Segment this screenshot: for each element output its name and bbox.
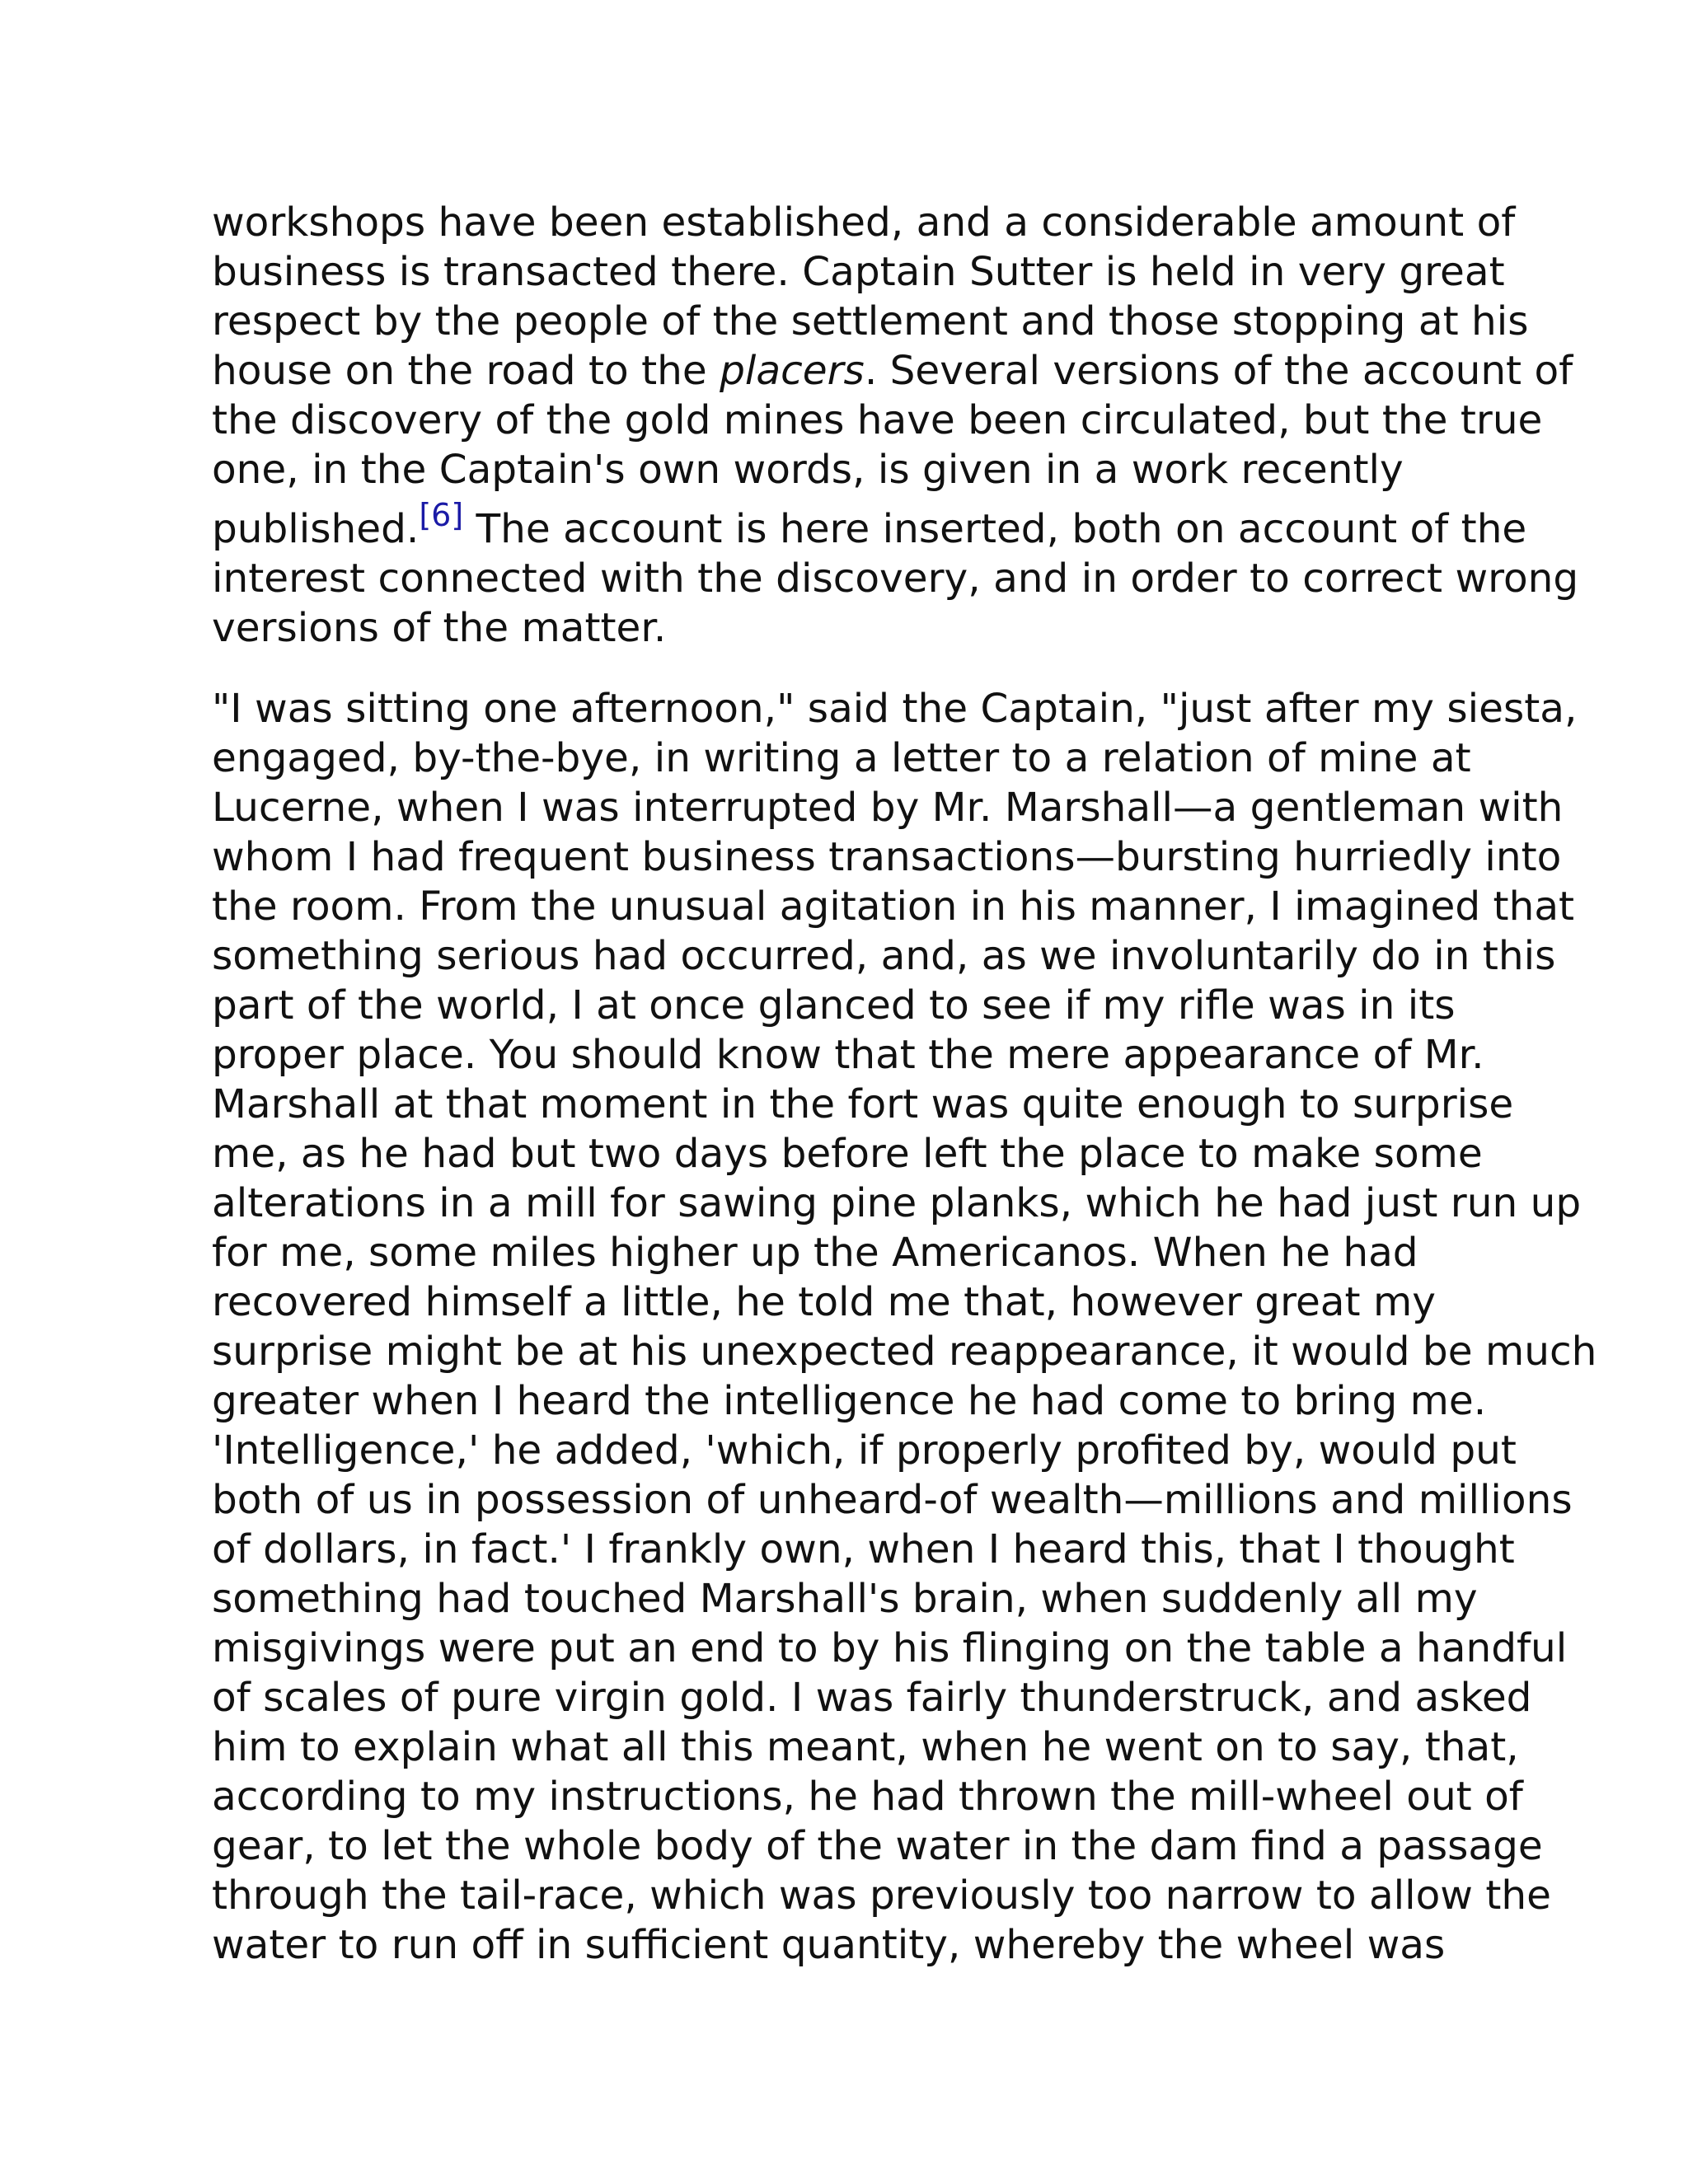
paragraph <box>212 198 1579 653</box>
text-line: proper place. You should know that the mere appearance of Mr. <box>212 1032 1484 1078</box>
text-line: both of us in possession of unheard-of wealth—millions and millions <box>212 1477 1573 1523</box>
text-line: respect by the people of the settlement and those stopping at his <box>212 298 1529 344</box>
paragraph <box>212 684 1597 1970</box>
text-line: of dollars, in fact.' I frankly own, when I heard this, that I thought <box>212 1526 1515 1572</box>
text-span: house on the road to the <box>212 348 720 394</box>
text-span: published. <box>212 506 420 552</box>
text-line: water to run off in sufficient quantity, whereby the wheel was <box>212 1922 1446 1968</box>
text-line: one, in the Captain's own words, is given in a work recently <box>212 447 1404 493</box>
text-line: something had touched Marshall's brain, when suddenly all my <box>212 1576 1478 1622</box>
text-span: . Several versions of the account of <box>864 348 1573 394</box>
text-line: business is transacted there. Captain Sutter is held in very great <box>212 249 1505 295</box>
text-line: part of the world, I at once glanced to see if my rifle was in its <box>212 982 1456 1029</box>
emphasis-placers: placers <box>720 348 865 394</box>
text-line: versions of the matter. <box>212 605 667 651</box>
text-line: interest connected with the discovery, and in order to correct wrong <box>212 555 1579 602</box>
text-line: surprise might be at his unexpected reappearance, it would be much <box>212 1329 1597 1375</box>
text-line: of scales of pure virgin gold. I was fairly thunderstruck, and asked <box>212 1675 1532 1721</box>
text-line: through the tail-race, which was previously too narrow to allow the <box>212 1872 1551 1919</box>
text-line: Marshall at that moment in the fort was quite enough to surprise <box>212 1081 1514 1127</box>
text-line: "I was sitting one afternoon," said the Captain, "just after my siesta, <box>212 686 1578 732</box>
text-line <box>212 494 1527 554</box>
text-line: something serious had occurred, and, as we involuntarily do in this <box>212 933 1556 979</box>
paragraph-gap <box>212 653 1481 684</box>
body-text <box>212 198 1597 1970</box>
text-line: alterations in a mill for sawing pine planks, which he had just run up <box>212 1180 1582 1226</box>
text-line: workshops have been established, and a considerable amount of <box>212 199 1516 246</box>
text-line: the room. From the unusual agitation in his manner, I imagined that <box>212 883 1575 930</box>
text-line: misgivings were put an end to by his flinging on the table a handful <box>212 1625 1568 1671</box>
text-line: gear, to let the whole body of the water in the dam find a passage <box>212 1823 1543 1869</box>
text-line: for me, some miles higher up the Americanos. When he had <box>212 1230 1418 1276</box>
text-line: recovered himself a little, he told me that, however great my <box>212 1279 1436 1325</box>
text-line: according to my instructions, he had thrown the mill-wheel out of <box>212 1774 1523 1820</box>
text-line: the discovery of the gold mines have been circulated, but the true <box>212 397 1543 443</box>
text-line: Lucerne, when I was interrupted by Mr. Marshall—a gentleman with <box>212 785 1564 831</box>
footnote-link[interactable]: [6] <box>419 497 464 533</box>
text-line: him to explain what all this meant, when he went on to say, that, <box>212 1724 1519 1770</box>
text-line: greater when I heard the intelligence he had come to bring me. <box>212 1378 1487 1424</box>
text-line: whom I had frequent business transactions—bursting hurriedly into <box>212 834 1562 880</box>
text-line: 'Intelligence,' he added, 'which, if properly profited by, would put <box>212 1427 1517 1474</box>
text-span: The account is here inserted, both on account of the <box>463 506 1527 552</box>
text-line <box>212 346 1573 396</box>
text-line: me, as he had but two days before left the place to make some <box>212 1131 1483 1177</box>
text-line: engaged, by-the-bye, in writing a letter to a relation of mine at <box>212 735 1471 781</box>
